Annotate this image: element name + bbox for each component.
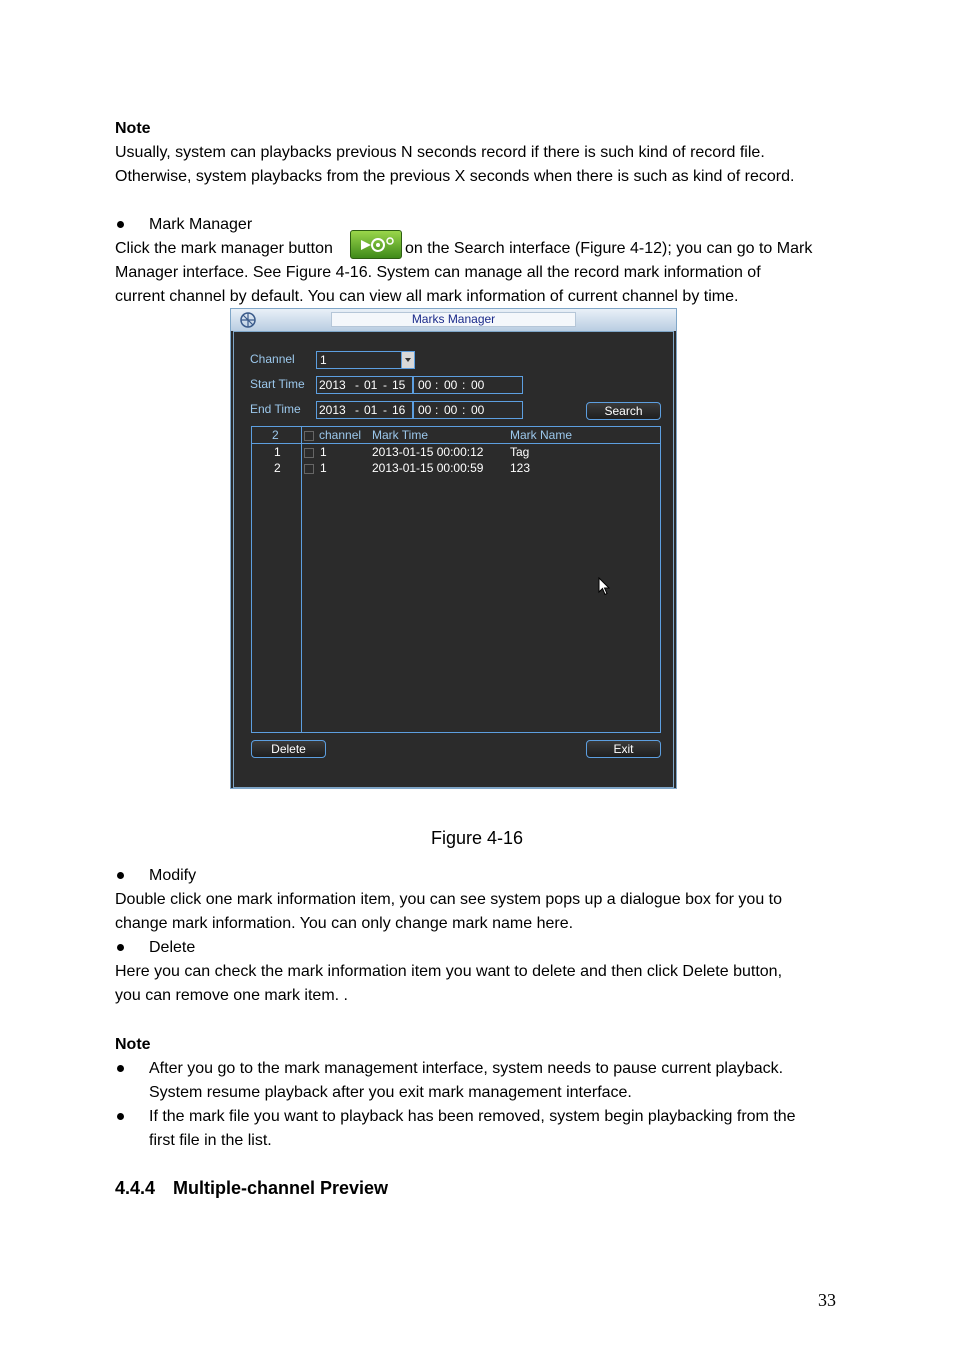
time-minute: 00 (444, 403, 458, 417)
bullet-dot (117, 944, 124, 951)
note-bullet-2-line-1: If the mark file you want to playback has been removed, system begin playbacking from the (149, 1108, 796, 1125)
delete-button[interactable]: Delete (251, 740, 326, 758)
header-channel: channel (319, 428, 362, 442)
delete-line-2: you can remove one mark item. . (115, 987, 348, 1004)
window-title: Marks Manager (331, 312, 576, 327)
row-mark-name: 123 (510, 461, 531, 475)
note-bullet-1-line-2: System resume playback after you exit mark management interface. (149, 1084, 632, 1101)
time-hour: 00 (418, 378, 432, 392)
date-sep: - (383, 378, 387, 392)
table-header-divider (252, 443, 660, 444)
note-heading: Note (115, 1036, 151, 1053)
page-number: 33 (818, 1290, 836, 1310)
exit-button[interactable]: Exit (586, 740, 661, 758)
mouse-cursor-icon (598, 577, 610, 596)
row-mark-time: 2013-01-15 00:00:59 (372, 461, 484, 475)
time-minute: 00 (444, 378, 458, 392)
time-sep: : (462, 378, 466, 392)
row-channel: 1 (320, 461, 327, 475)
app-logo-icon (239, 311, 257, 329)
time-second: 00 (471, 378, 485, 392)
date-month: 01 (364, 403, 378, 417)
search-button[interactable]: Search (586, 402, 661, 420)
modify-line-1: Double click one mark information item, you can see system pops up a dialogue box for you to (115, 891, 783, 908)
channel-value: 1 (320, 353, 327, 367)
window-title-bar (231, 309, 676, 331)
date-day: 16 (392, 403, 406, 417)
row-mark-name: Tag (510, 445, 530, 459)
note-line-1: Usually, system can playbacks previous N seconds record if there is such kind of record file. (115, 144, 765, 161)
marks-manager-window (230, 308, 677, 789)
bullet-modify: Modify (149, 867, 197, 884)
header-mark-name: Mark Name (510, 428, 573, 442)
row-mark-time: 2013-01-15 00:00:12 (372, 445, 484, 459)
row-channel: 1 (320, 445, 327, 459)
bullet-mark-manager: Mark Manager (149, 216, 253, 233)
mark-manager-text-2: Manager interface. See Figure 4-16. System can manage all the record mark information of (115, 264, 761, 281)
date-month: 01 (364, 378, 378, 392)
end-date-field[interactable] (316, 401, 413, 419)
mark-manager-button-icon (350, 230, 402, 259)
row-checkbox[interactable] (304, 464, 314, 474)
mark-count: 2 (272, 428, 279, 442)
time-hour: 00 (418, 403, 432, 417)
mark-manager-text-3: current channel by default. You can view all mark information of current channel by time. (115, 288, 739, 305)
channel-select[interactable] (316, 351, 415, 369)
modify-line-2: change mark information. You can only change mark name here. (115, 915, 574, 932)
window-body (233, 331, 674, 788)
bullet-dot (117, 872, 124, 879)
note-line-2: Otherwise, system playbacks from the previous X seconds when there is such as kind of record. (115, 168, 795, 185)
time-sep: : (435, 403, 439, 417)
time-sep: : (435, 378, 439, 392)
date-sep: - (383, 403, 387, 417)
date-year: 2013 (319, 403, 346, 417)
figure-caption: Figure 4-16 (430, 828, 524, 848)
mark-manager-text-1a: Click the mark manager button (115, 240, 333, 257)
row-index: 1 (274, 445, 281, 459)
table-divider (301, 427, 302, 732)
date-sep: - (355, 403, 359, 417)
note-bullet-2-line-2: first file in the list. (149, 1132, 272, 1149)
time-second: 00 (471, 403, 485, 417)
end-time-label: End Time (250, 402, 301, 416)
start-time-field[interactable] (413, 376, 523, 394)
header-mark-time: Mark Time (372, 428, 429, 442)
start-time-label: Start Time (250, 377, 305, 391)
note-heading: Note (115, 120, 151, 137)
time-sep: : (462, 403, 466, 417)
bullet-dot (117, 1065, 124, 1072)
bullet-delete: Delete (149, 939, 196, 956)
date-year: 2013 (319, 378, 346, 392)
bullet-dot (117, 221, 124, 228)
section-title: Multiple-channel Preview (173, 1178, 389, 1198)
select-all-checkbox[interactable] (304, 431, 314, 441)
delete-line-1: Here you can check the mark information item you want to delete and then click Delete button, (115, 963, 783, 980)
row-index: 2 (274, 461, 281, 475)
section-number: 4.4.4 (115, 1178, 156, 1198)
bullet-dot (117, 1113, 124, 1120)
date-sep: - (355, 378, 359, 392)
start-date-field[interactable] (316, 376, 413, 394)
chevron-down-icon[interactable] (401, 352, 414, 368)
end-time-field[interactable] (413, 401, 523, 419)
note-bullet-1-line-1: After you go to the mark management interface, system needs to pause current playback. (149, 1060, 784, 1077)
channel-label: Channel (250, 352, 295, 366)
mark-manager-text-1b: on the Search interface (Figure 4-12); you can go to Mark (405, 240, 813, 257)
date-day: 15 (392, 378, 406, 392)
row-checkbox[interactable] (304, 448, 314, 458)
